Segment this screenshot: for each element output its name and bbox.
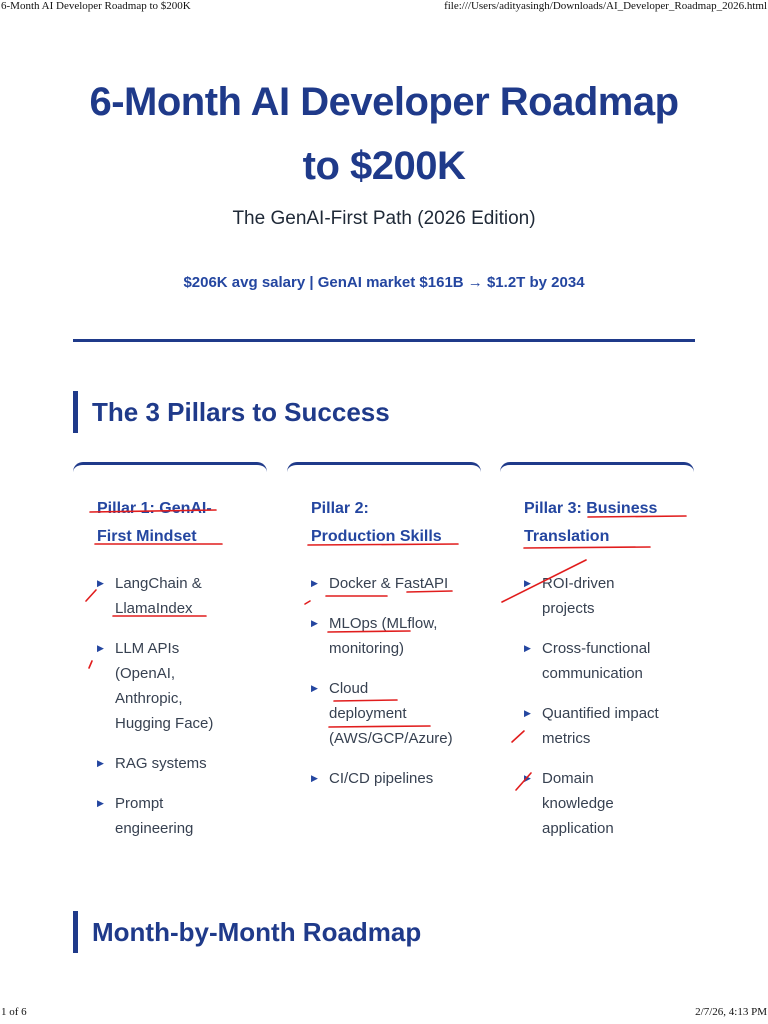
- roadmap-heading: Month-by-Month Roadmap: [73, 911, 421, 953]
- list-item-line: Cloud: [329, 680, 369, 697]
- pillar-card-title: [97, 495, 267, 551]
- list-item: [311, 676, 481, 751]
- print-footer: [0, 1006, 768, 1022]
- triangle-right-icon: ▶: [311, 618, 318, 628]
- list-item: [97, 751, 267, 776]
- pillar-card-2: [287, 462, 481, 855]
- triangle-right-icon: ▶: [311, 683, 318, 693]
- list-item-line: application: [542, 820, 614, 837]
- list-item-line: monitoring): [329, 640, 405, 657]
- pillar-title-line-1: Pillar 2:: [311, 500, 369, 517]
- list-item-line: CI/CD pipelines: [329, 770, 434, 787]
- triangle-right-icon: ▶: [311, 578, 318, 588]
- pillar-card-title: [524, 495, 694, 551]
- list-item-line: LLM APIs: [115, 640, 180, 657]
- pillar-title-line-2: Translation: [524, 528, 610, 545]
- list-item-line: RAG systems: [115, 755, 207, 772]
- list-item: [97, 636, 267, 736]
- list-item: [524, 571, 694, 621]
- list-item-line: Domain: [542, 770, 594, 787]
- print-datetime: 2/7/26, 4:13 PM: [695, 1006, 767, 1018]
- list-item-line: deployment: [329, 705, 407, 722]
- hero-divider: [73, 339, 695, 342]
- triangle-right-icon: ▶: [524, 578, 531, 588]
- list-item-line: ROI-driven: [542, 575, 615, 592]
- triangle-right-icon: ▶: [524, 773, 531, 783]
- pillar-title-line-1: Pillar 1: GenAI-: [97, 500, 212, 517]
- pillar-card-title: [311, 495, 481, 551]
- list-item-line: LlamaIndex: [115, 600, 193, 617]
- pillar-title-line-2: Production Skills: [311, 528, 442, 545]
- page-subtitle: The GenAI-First Path (2026 Edition): [232, 208, 536, 229]
- triangle-right-icon: ▶: [524, 643, 531, 653]
- list-item-line: LangChain &: [115, 575, 202, 592]
- list-item-line: Anthropic,: [115, 690, 183, 707]
- list-item-line: metrics: [542, 730, 591, 747]
- print-header-title: 6-Month AI Developer Roadmap to $200K: [1, 0, 191, 12]
- print-header: [0, 0, 768, 16]
- print-header-url: file:///Users/adityasingh/Downloads/AI_Developer_Roadmap_2026.html: [444, 0, 767, 12]
- page-title: [0, 70, 768, 198]
- list-item: [97, 791, 267, 841]
- list-item: [311, 611, 481, 661]
- list-item: [97, 571, 267, 621]
- list-item: [524, 766, 694, 841]
- list-item-line: knowledge: [542, 795, 614, 812]
- pillar-title-line-2: First Mindset: [97, 528, 197, 545]
- list-item: [311, 766, 481, 791]
- triangle-right-icon: ▶: [97, 643, 104, 653]
- pillar-card-3: [500, 462, 694, 855]
- triangle-right-icon: ▶: [97, 578, 104, 588]
- list-item-line: Quantified impact: [542, 705, 659, 722]
- list-item-line: MLOps (MLflow,: [329, 615, 438, 632]
- pillars-heading: The 3 Pillars to Success: [73, 391, 390, 433]
- pillar-title-line-1: Pillar 3: Business: [524, 500, 658, 517]
- triangle-right-icon: ▶: [311, 773, 318, 783]
- page-title-line-1: 6-Month AI Developer Roadmap: [89, 80, 679, 124]
- list-item: [311, 571, 481, 596]
- list-item-line: communication: [542, 665, 643, 682]
- stats-line: $206K avg salary | GenAI market $161B → $1.2T by 2034: [183, 274, 585, 291]
- pillar-list: [524, 571, 694, 856]
- list-item-line: Cross-functional: [542, 640, 651, 657]
- triangle-right-icon: ▶: [97, 758, 104, 768]
- list-item-line: (OpenAI,: [115, 665, 176, 682]
- list-item-line: Docker & FastAPI: [329, 575, 449, 592]
- list-item-line: (AWS/GCP/Azure): [329, 730, 453, 747]
- pillar-card-1: [73, 462, 267, 855]
- list-item-line: Hugging Face): [115, 715, 214, 732]
- triangle-right-icon: ▶: [97, 798, 104, 808]
- page-title-line-2: to $200K: [302, 144, 466, 188]
- pillar-list: [97, 571, 267, 856]
- list-item: [524, 636, 694, 686]
- list-item-line: projects: [542, 600, 595, 617]
- list-item-line: Prompt: [115, 795, 164, 812]
- list-item-line: engineering: [115, 820, 194, 837]
- page-number: 1 of 6: [1, 1006, 27, 1018]
- triangle-right-icon: ▶: [524, 708, 531, 718]
- list-item: [524, 701, 694, 751]
- pillar-list: [311, 571, 481, 806]
